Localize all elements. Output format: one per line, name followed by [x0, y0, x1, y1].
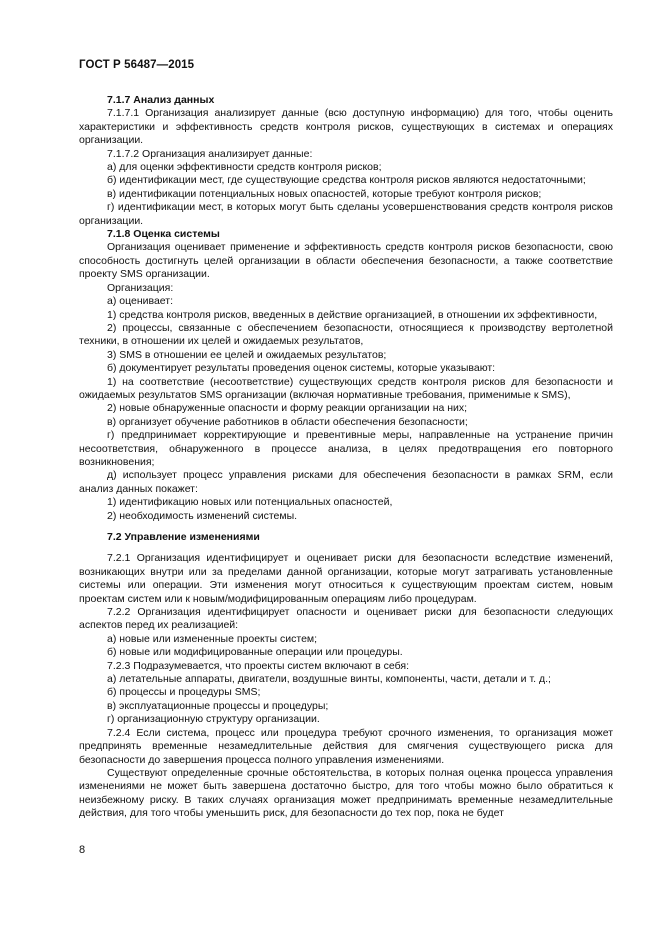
list-item: 2) новые обнаруженные опасности и форму реакции организации на них;: [107, 402, 468, 415]
list-item: д) использует процесс управления рисками для обеспечения безопасности в рамках SRM, если анализ данных покажет:: [79, 469, 613, 495]
list-item: б) идентификации мест, где существующие средства контроля рисков являются недостаточными;: [107, 174, 586, 187]
list-item: г) организационную структуру организации.: [107, 713, 320, 726]
list-item: а) летательные аппараты, двигатели, воздушные винты, компоненты, части, детали и т. д.;: [107, 673, 551, 686]
paragraph: Существуют определенные срочные обстоятельства, в которых полная оценка процесса управления изменениями не может быть завершена достаточно быстро, для того чтобы можно было обратиться к неизбежному риску. В таких случаях организация может предпринимать временные незамедлительные действия, для того чтобы уменьшить риск, для безопасности до тех пор, пока не будет: [79, 766, 613, 820]
paragraph: 7.1.7.1 Организация анализирует данные (всю доступную информацию) для того, чтобы оценить характеристики и эффективность средств контроля рисков, существующих в системах и операциях организации.: [79, 107, 613, 147]
list-item: 2) процессы, связанные с обеспечением безопасности, относящиеся к производству вертолетной техники, в отношении их целей и ожидаемых результатов,: [79, 321, 613, 348]
list-item: а) новые или измененные проекты систем;: [107, 632, 318, 645]
section-heading-7-1-8: 7.1.8 Оценка системы: [107, 228, 220, 241]
paragraph: Организация оценивает применение и эффективность средств контроля рисков безопасности, свою способность достигнуть целей организации в области обеспечения безопасности, а также соответствие проекту SMS организации.: [79, 241, 613, 281]
list-item: б) документирует результаты проведения оценок системы, которые указывают:: [107, 362, 496, 375]
list-item: в) организует обучение работников в области обеспечения безопасности;: [107, 415, 468, 428]
list-item: в) идентификации потенциальных новых опасностей, которые требуют контроля рисков;: [107, 187, 542, 200]
list-item: г) предпринимает корректирующие и превентивные меры, направленные на устранение причин несоответствия, обнаруженного в процессе анализа, в целях предотвращения его повторного возникновения;: [79, 429, 613, 468]
paragraph: 7.2.4 Если система, процесс или процедура требуют срочного изменения, то организация может предпринять временные незамедлительные действия для смягчения существующего риска для безопасности до завершения процесса полного управления изменениями.: [79, 726, 613, 766]
list-item: а) для оценки эффективности средств контроля рисков;: [107, 161, 382, 174]
list-item: г) идентификации мест, в которых могут быть сделаны усовершенствования средств контроля рисков организации.: [79, 201, 613, 227]
list-item: 3) SMS в отношении ее целей и ожидаемых результатов;: [107, 348, 387, 361]
document-body: [79, 94, 613, 821]
list-item: 1) идентификацию новых или потенциальных опасностей,: [107, 496, 393, 509]
page-number: 8: [79, 844, 86, 856]
paragraph: 7.1.7.2 Организация анализирует данные:: [107, 147, 313, 160]
paragraph: 7.2.2 Организация идентифицирует опасности и оценивает риски для безопасности следующих аспектов перед их реализацией:: [79, 606, 613, 632]
list-item: а) оценивает:: [107, 295, 174, 308]
list-item: 1) на соответствие (несоответствие) существующих средств контроля рисков для безопасности и ожидаемых результатов SMS организации (включая нормативные требования, применимые к SMS),: [79, 375, 613, 401]
standard-header: ГОСТ Р 56487—2015: [79, 59, 195, 71]
list-item: б) новые или модифицированные операции или процедуры.: [107, 646, 403, 659]
paragraph: 7.2.1 Организация идентифицирует и оценивает риски для безопасности вследствие изменений, возникающих внутри или за пределами данной организации, которые могут затрагивать установленные системы или операции. Эти изменения могут относиться к существующим проектам систем, новым проектам систем или к новым/модифицированным операциям либо процедурам.: [79, 552, 613, 605]
list-item: 1) средства контроля рисков, введенных в действие организацией, в отношении их эффективности,: [107, 308, 598, 321]
paragraph: 7.2.3 Подразумевается, что проекты систем включают в себя:: [107, 659, 409, 672]
paragraph: Организация:: [107, 281, 174, 294]
section-heading-7-2: 7.2 Управление изменениями: [107, 531, 260, 543]
section-heading-7-1-7: 7.1.7 Анализ данных: [107, 94, 215, 106]
list-item: 2) необходимость изменений системы.: [107, 509, 298, 522]
list-item: в) эксплуатационные процессы и процедуры;: [107, 699, 329, 712]
list-item: б) процессы и процедуры SMS;: [107, 686, 261, 699]
